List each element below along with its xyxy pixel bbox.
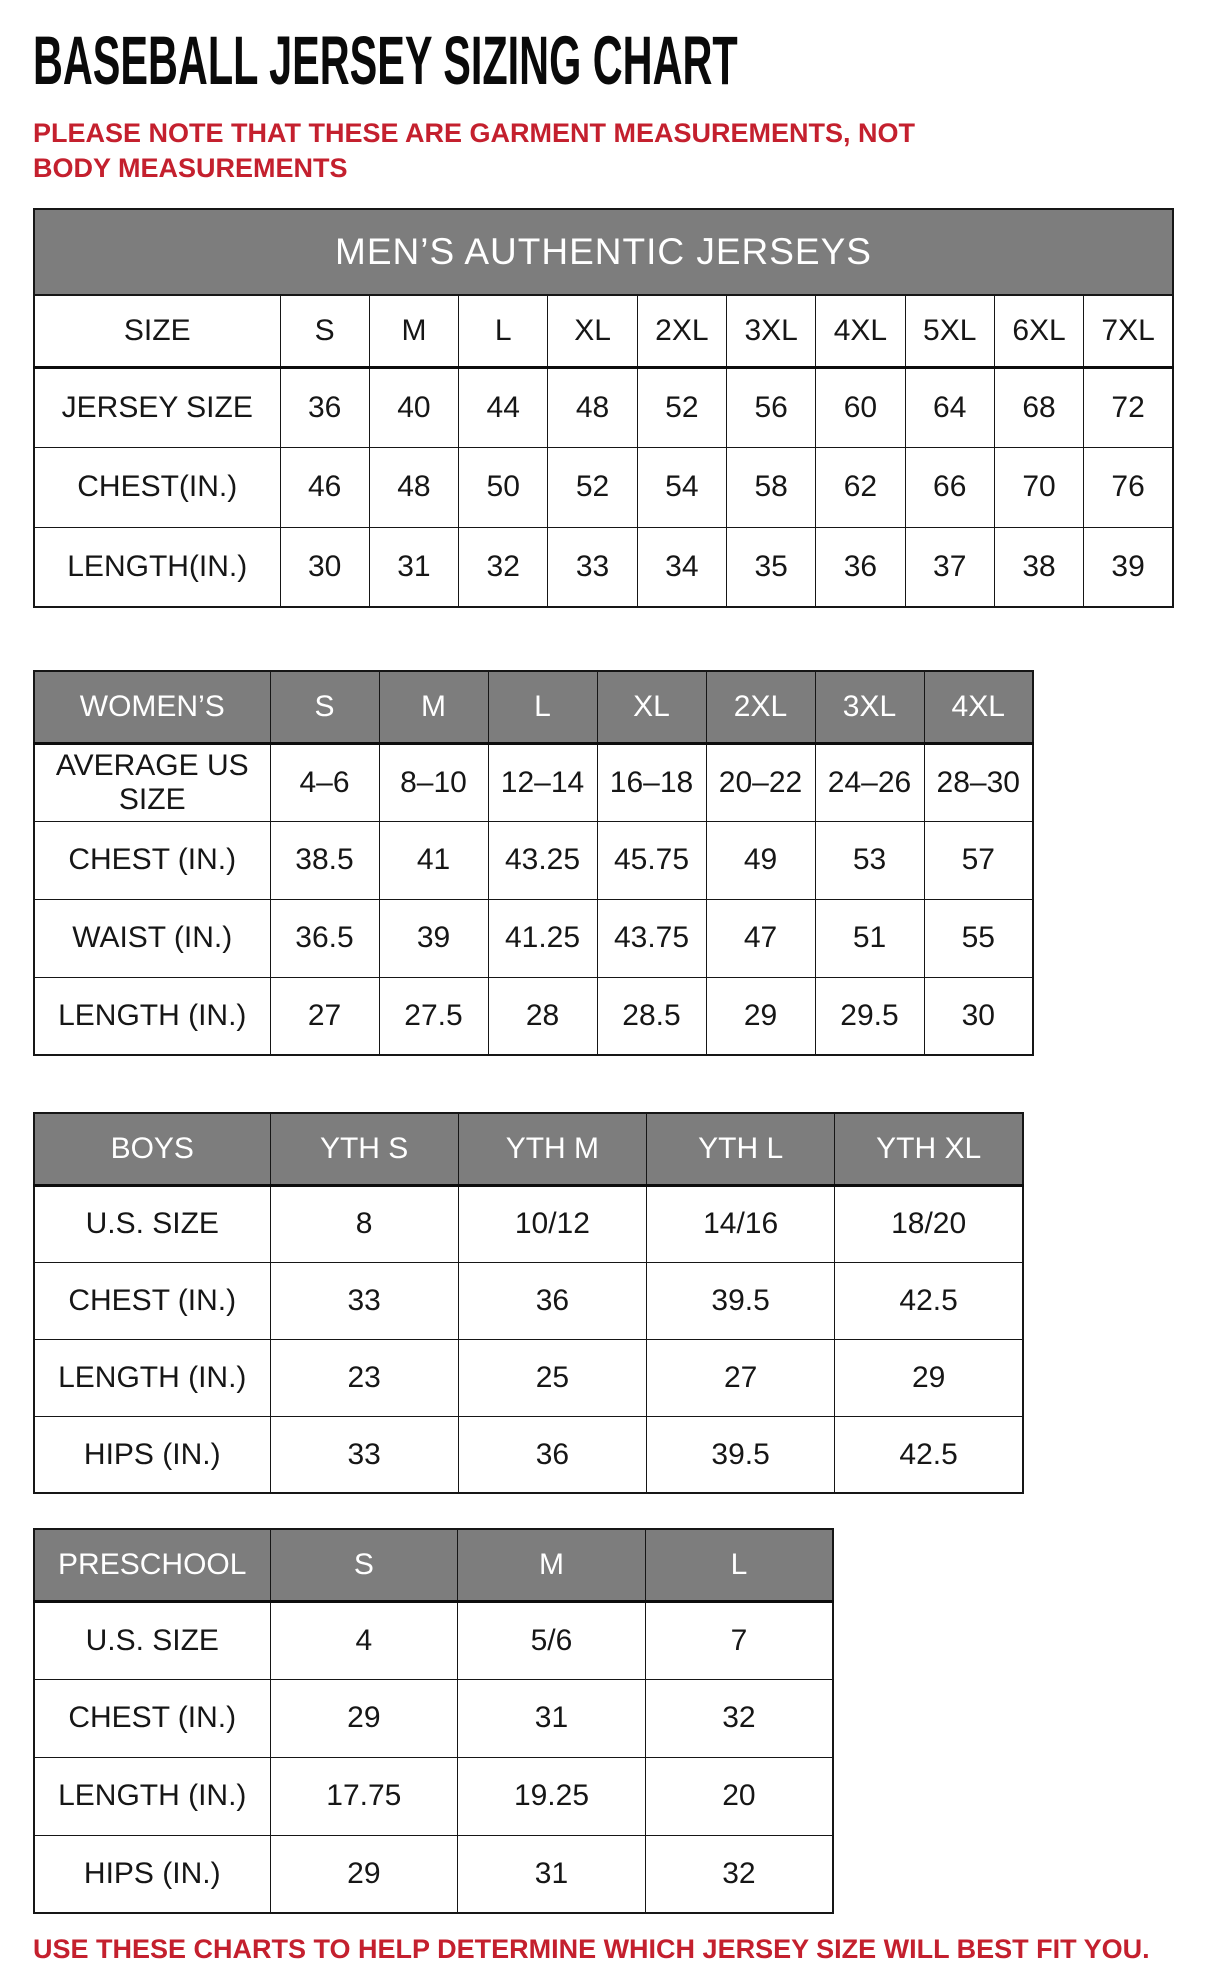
measurement-value-cell: 23 [270,1339,458,1416]
measurement-value-cell: 20 [645,1757,833,1835]
measurement-value-cell: 31 [458,1835,646,1913]
measurement-value-cell: 52 [548,447,637,527]
table-row [34,1185,1023,1262]
measurement-value-cell: 55 [924,899,1033,977]
measurement-value-cell: 37 [905,527,994,607]
table-banner: MEN’S AUTHENTIC JERSEYS [34,209,1173,295]
measurement-value-cell: 57 [924,821,1033,899]
table-row [34,1835,833,1913]
size-column-header: S [270,671,379,743]
measurement-label-cell: HIPS (IN.) [34,1416,270,1493]
header-label-cell: BOYS [34,1113,270,1185]
measurement-value-cell: 36 [816,527,905,607]
measurement-label-cell: AVERAGE US SIZE [34,743,270,821]
measurement-value-cell: 14/16 [647,1185,835,1262]
table-header-row [34,295,1173,367]
size-column-header: YTH L [647,1113,835,1185]
measurement-value-cell: 47 [706,899,815,977]
table-row [34,447,1173,527]
size-column-header: L [488,671,597,743]
table-row [34,1262,1023,1339]
table-row [34,977,1033,1055]
header-label-cell: PRESCHOOL [34,1529,270,1601]
size-column-header: 5XL [905,295,994,367]
womens-sizing-table [33,670,1034,1056]
header-label-cell: WOMEN’S [34,671,270,743]
measurement-value-cell: 27 [647,1339,835,1416]
measurement-label-cell: LENGTH (IN.) [34,977,270,1055]
measurement-value-cell: 24–26 [815,743,924,821]
measurement-value-cell: 32 [645,1835,833,1913]
measurement-value-cell: 50 [459,447,548,527]
measurement-value-cell: 36 [458,1262,646,1339]
measurement-value-cell: 25 [458,1339,646,1416]
measurement-value-cell: 70 [994,447,1083,527]
mens-sizing-table [33,208,1174,608]
measurement-label-cell: U.S. SIZE [34,1601,270,1679]
measurement-value-cell: 52 [637,367,726,447]
table-header-row [34,1529,833,1601]
table-row [34,899,1033,977]
size-column-header: M [458,1529,646,1601]
measurement-value-cell: 39.5 [647,1262,835,1339]
size-column-header: 2XL [706,671,815,743]
measurement-value-cell: 36.5 [270,899,379,977]
measurement-value-cell: 18/20 [835,1185,1023,1262]
table-row [34,367,1173,447]
measurement-value-cell: 29 [706,977,815,1055]
measurement-value-cell: 29 [270,1679,458,1757]
measurement-value-cell: 27.5 [379,977,488,1055]
measurement-value-cell: 4–6 [270,743,379,821]
measurement-value-cell: 41 [379,821,488,899]
measurement-label-cell: JERSEY SIZE [34,367,280,447]
measurement-value-cell: 62 [816,447,905,527]
measurement-value-cell: 33 [548,527,637,607]
measurement-label-cell: U.S. SIZE [34,1185,270,1262]
measurement-value-cell: 56 [726,367,815,447]
measurement-value-cell: 72 [1084,367,1173,447]
measurement-value-cell: 49 [706,821,815,899]
table-banner-row [34,209,1173,295]
measurement-value-cell: 16–18 [597,743,706,821]
measurement-value-cell: 31 [458,1679,646,1757]
measurement-value-cell: 27 [270,977,379,1055]
size-column-header: L [459,295,548,367]
table-row [34,527,1173,607]
page-title: BASEBALL JERSEY SIZING CHART [33,22,738,99]
measurement-label-cell: CHEST (IN.) [34,1262,270,1339]
measurement-value-cell: 76 [1084,447,1173,527]
measurement-value-cell: 8 [270,1185,458,1262]
size-column-header: 3XL [726,295,815,367]
size-column-header: S [280,295,369,367]
measurement-value-cell: 68 [994,367,1083,447]
measurement-value-cell: 33 [270,1262,458,1339]
size-column-header: YTH M [458,1113,646,1185]
measurement-value-cell: 43.25 [488,821,597,899]
measurement-value-cell: 29.5 [815,977,924,1055]
table-header-row [34,671,1033,743]
measurement-value-cell: 32 [459,527,548,607]
measurement-value-cell: 36 [458,1416,646,1493]
size-column-header: XL [597,671,706,743]
table-header-row [34,1113,1023,1185]
size-column-header: YTH XL [835,1113,1023,1185]
table-row [34,743,1033,821]
measurement-value-cell: 54 [637,447,726,527]
measurement-value-cell: 34 [637,527,726,607]
measurement-value-cell: 19.25 [458,1757,646,1835]
table-row [34,1679,833,1757]
measurement-value-cell: 7 [645,1601,833,1679]
measurement-value-cell: 28.5 [597,977,706,1055]
size-column-header: 4XL [816,295,905,367]
measurement-value-cell: 17.75 [270,1757,458,1835]
measurement-value-cell: 43.75 [597,899,706,977]
measurement-value-cell: 42.5 [835,1416,1023,1493]
measurement-value-cell: 46 [280,447,369,527]
measurement-label-cell: CHEST (IN.) [34,821,270,899]
measurement-value-cell: 48 [369,447,458,527]
measurement-value-cell: 39 [1084,527,1173,607]
measurement-label-cell: CHEST(IN.) [34,447,280,527]
measurement-value-cell: 30 [280,527,369,607]
measurement-value-cell: 58 [726,447,815,527]
measurement-value-cell: 41.25 [488,899,597,977]
measurement-value-cell: 29 [835,1339,1023,1416]
table-row [34,821,1033,899]
measurement-label-cell: CHEST (IN.) [34,1679,270,1757]
measurement-value-cell: 38.5 [270,821,379,899]
preschool-sizing-table [33,1528,834,1914]
measurement-value-cell: 42.5 [835,1262,1023,1339]
measurement-value-cell: 60 [816,367,905,447]
measurement-label-cell: LENGTH (IN.) [34,1339,270,1416]
measurement-value-cell: 4 [270,1601,458,1679]
measurement-value-cell: 31 [369,527,458,607]
size-column-header: L [645,1529,833,1601]
measurement-value-cell: 36 [280,367,369,447]
measurement-value-cell: 45.75 [597,821,706,899]
measurement-label-cell: WAIST (IN.) [34,899,270,977]
measurement-value-cell: 64 [905,367,994,447]
measurement-value-cell: 5/6 [458,1601,646,1679]
measurement-value-cell: 33 [270,1416,458,1493]
size-column-header: M [369,295,458,367]
size-column-header: 6XL [994,295,1083,367]
measurement-value-cell: 32 [645,1679,833,1757]
measurement-value-cell: 38 [994,527,1083,607]
measurement-value-cell: 39.5 [647,1416,835,1493]
size-column-header: 7XL [1084,295,1173,367]
measurement-value-cell: 8–10 [379,743,488,821]
size-column-header: 2XL [637,295,726,367]
page-title-wrap [33,22,1200,99]
measurement-value-cell: 53 [815,821,924,899]
boys-sizing-table [33,1112,1024,1494]
table-row [34,1757,833,1835]
measurement-label-cell: HIPS (IN.) [34,1835,270,1913]
size-column-header: 3XL [815,671,924,743]
garment-measurement-note: PLEASE NOTE THAT THESE ARE GARMENT MEASUREMENTS, NOT BODY MEASUREMENTS [33,118,916,184]
measurement-label-cell: LENGTH(IN.) [34,527,280,607]
footer-note: USE THESE CHARTS TO HELP DETERMINE WHICH JERSEY SIZE WILL BEST FIT YOU. [33,1934,1150,1965]
table-row [34,1416,1023,1493]
size-column-header: XL [548,295,637,367]
size-column-header: YTH S [270,1113,458,1185]
measurement-value-cell: 10/12 [458,1185,646,1262]
measurement-value-cell: 35 [726,527,815,607]
measurement-value-cell: 44 [459,367,548,447]
measurement-value-cell: 51 [815,899,924,977]
measurement-value-cell: 40 [369,367,458,447]
measurement-value-cell: 20–22 [706,743,815,821]
measurement-value-cell: 66 [905,447,994,527]
table-row [34,1601,833,1679]
measurement-label-cell: LENGTH (IN.) [34,1757,270,1835]
measurement-value-cell: 39 [379,899,488,977]
measurement-value-cell: 30 [924,977,1033,1055]
size-column-header: S [270,1529,458,1601]
table-row [34,1339,1023,1416]
measurement-value-cell: 28 [488,977,597,1055]
header-label-cell: SIZE [34,295,280,367]
measurement-value-cell: 12–14 [488,743,597,821]
size-column-header: 4XL [924,671,1033,743]
measurement-value-cell: 48 [548,367,637,447]
measurement-value-cell: 29 [270,1835,458,1913]
size-column-header: M [379,671,488,743]
measurement-value-cell: 28–30 [924,743,1033,821]
